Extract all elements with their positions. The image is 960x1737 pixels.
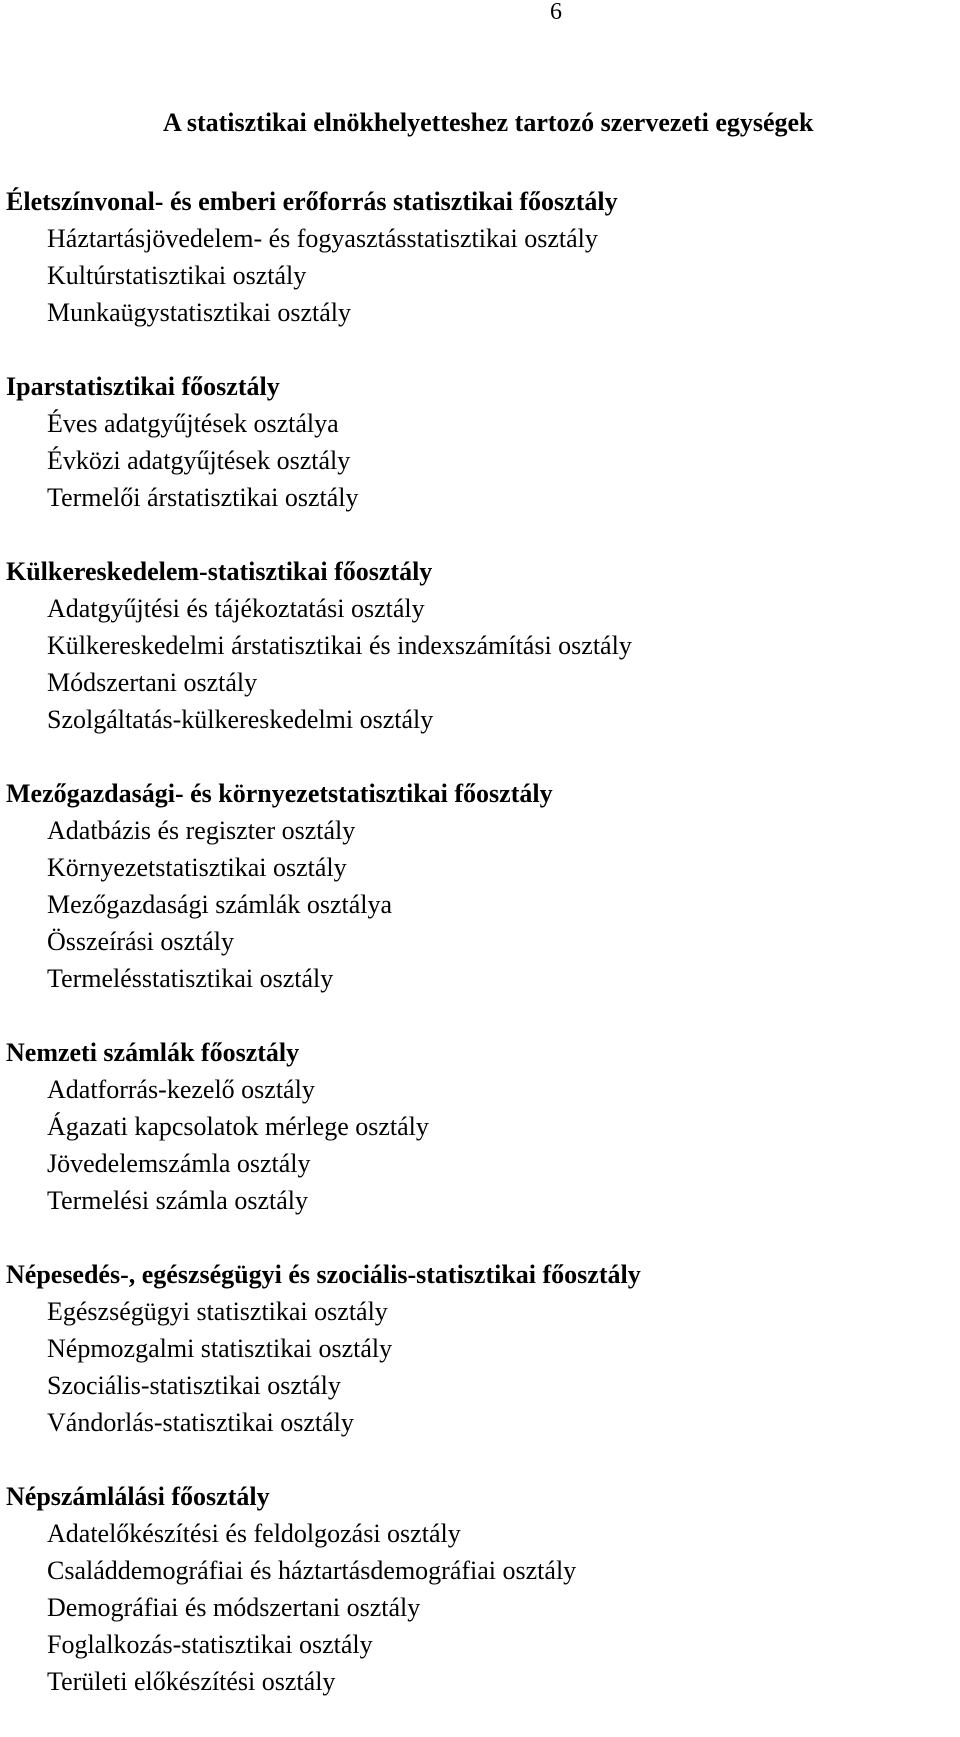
unit-list-item: Adatforrás-kezelő osztály [47,1075,315,1104]
department-heading: Életszínvonal- és emberi erőforrás statisztikai főosztály [6,187,618,216]
unit-list-item: Szolgáltatás-külkereskedelmi osztály [47,705,434,734]
unit-list-item: Kultúrstatisztikai osztály [47,261,307,290]
department-heading: Mezőgazdasági- és környezetstatisztikai főosztály [6,779,553,808]
unit-list-item: Termelési számla osztály [47,1186,308,1215]
unit-list-item: Vándorlás-statisztikai osztály [47,1408,354,1437]
unit-list-item: Környezetstatisztikai osztály [47,853,347,882]
unit-list-item: Egészségügyi statisztikai osztály [47,1297,388,1326]
unit-list-item: Mezőgazdasági számlák osztálya [47,890,393,919]
unit-list-item: Demográfiai és módszertani osztály [47,1593,421,1622]
unit-list-item: Háztartásjövedelem- és fogyasztásstatisztikai osztály [47,224,598,253]
unit-list [6,812,946,997]
department-section [6,1478,946,1700]
unit-list-item: Jövedelemszámla osztály [47,1149,311,1178]
unit-list-item: Összeírási osztály [47,927,235,956]
department-heading: Népszámlálási főosztály [6,1482,270,1511]
unit-list-item: Külkereskedelmi árstatisztikai és indexszámítási osztály [47,631,632,660]
unit-list [6,405,946,516]
unit-list [6,220,946,331]
department-section [6,183,946,331]
unit-list [6,1071,946,1219]
unit-list-item: Módszertani osztály [47,668,258,697]
unit-list-item: Munkaügystatisztikai osztály [47,298,352,327]
unit-list-item: Évközi adatgyűjtések osztály [47,446,351,475]
department-section [6,775,946,997]
department-section [6,1034,946,1219]
unit-list-item: Adatgyűjtési és tájékoztatási osztály [47,594,425,623]
department-sections [6,183,946,1737]
unit-list-item: Népmozgalmi statisztikai osztály [47,1334,393,1363]
unit-list [6,1515,946,1700]
unit-list-item: Szociális-statisztikai osztály [47,1371,341,1400]
unit-list-item: Termelői árstatisztikai osztály [47,483,359,512]
unit-list-item: Éves adatgyűjtések osztálya [47,409,339,438]
unit-list-item: Adatelőkészítési és feldolgozási osztály [47,1519,461,1548]
unit-list [6,1293,946,1441]
unit-list-item: Családdemográfiai és háztartásdemográfiai osztály [47,1556,577,1585]
unit-list-item: Termelésstatisztikai osztály [47,964,334,993]
unit-list-item: Ágazati kapcsolatok mérlege osztály [47,1112,429,1141]
department-heading: Nemzeti számlák főosztály [6,1038,300,1067]
department-heading: Külkereskedelem-statisztikai főosztály [6,557,433,586]
page-number: 6 [550,0,562,25]
department-section [6,1256,946,1441]
department-heading: Iparstatisztikai főosztály [6,372,280,401]
unit-list-item: Foglalkozás-statisztikai osztály [47,1630,373,1659]
unit-list-item: Adatbázis és regiszter osztály [47,816,356,845]
unit-list-item: Területi előkészítési osztály [47,1667,336,1696]
document-title: A statisztikai elnökhelyetteshez tartozó szervezeti egységek [163,108,814,137]
department-heading: Népesedés-, egészségügyi és szociális-statisztikai főosztály [6,1260,641,1289]
unit-list [6,590,946,738]
department-section [6,553,946,738]
department-section [6,368,946,516]
